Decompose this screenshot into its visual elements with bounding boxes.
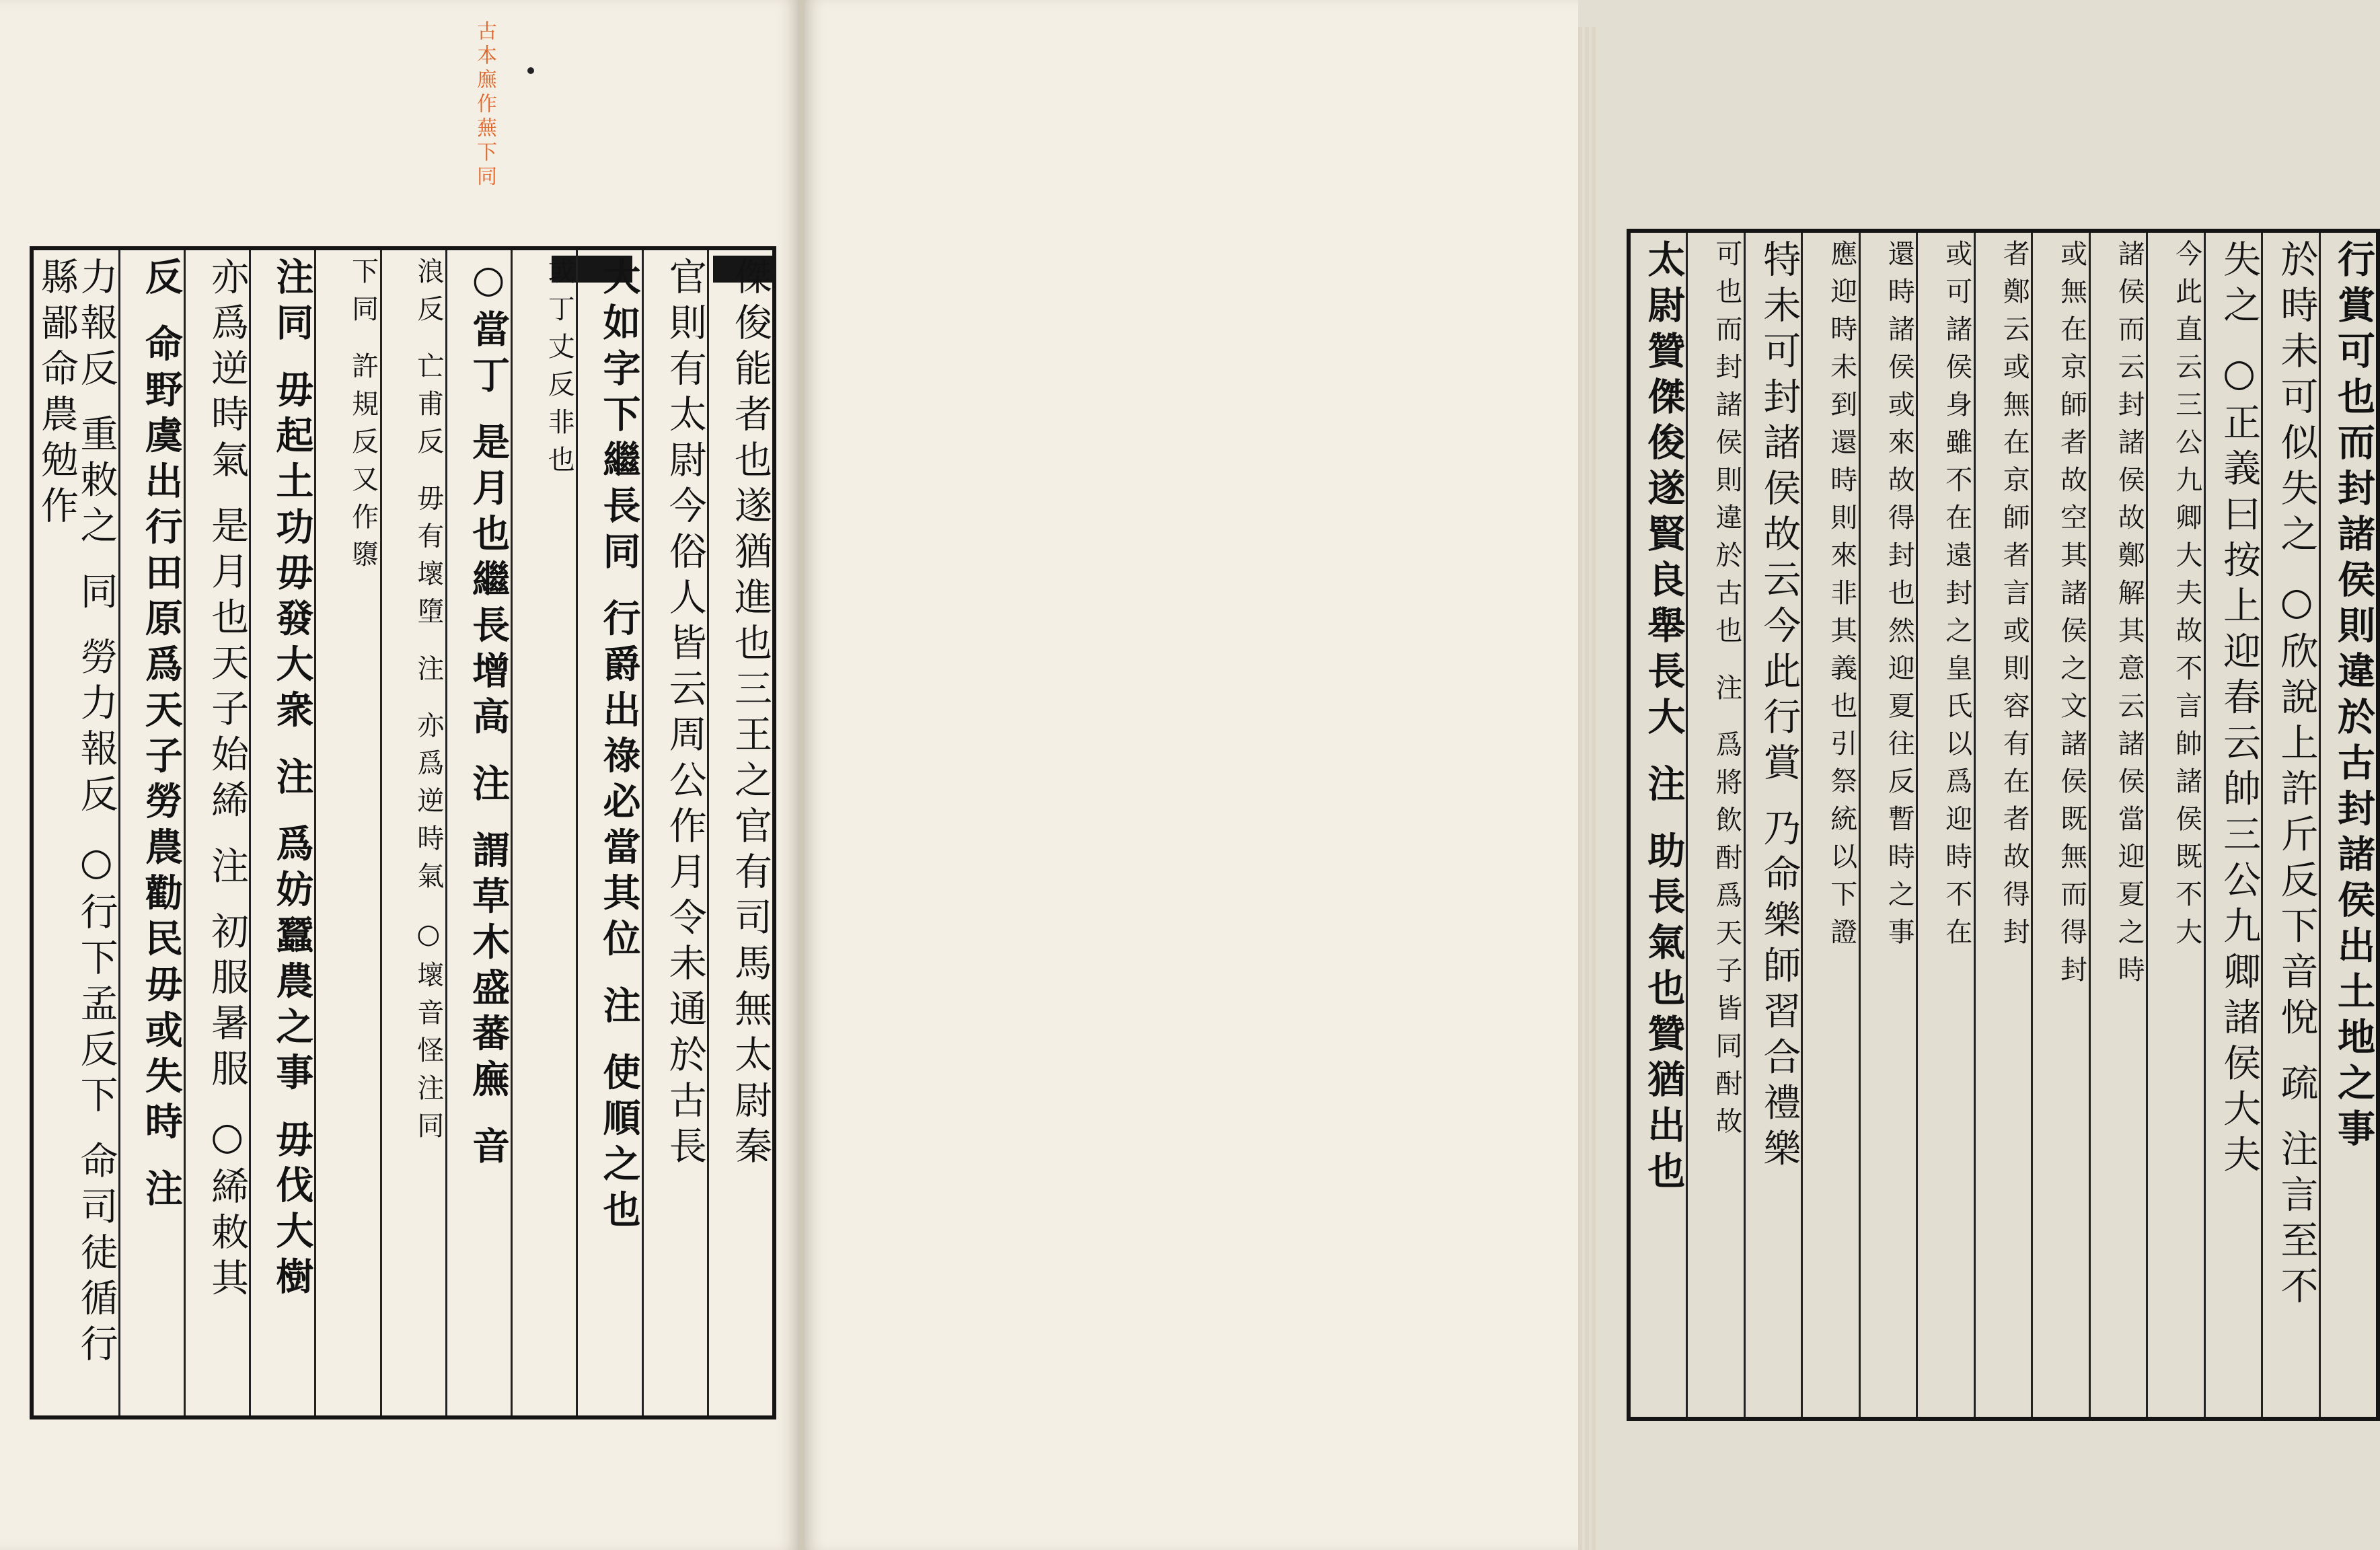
text-column: 或可諸侯身雖不在遠封之皇氏以爲迎時不在 [1916,233,1973,1417]
text-column: ○當丁 是月也繼長增高 注 謂草木盛蕃廡 音 [445,250,511,1415]
text-column: 或無在京師者故空其諸侯之文諸侯既無而得封 [2031,233,2088,1417]
text-column: 太尉贊傑俊遂賢良舉長大 注 助長氣也贊猶出也 [1641,239,1686,1197]
text-column: 諸侯而云封諸侯故鄭解其意云諸侯當迎夏之時 [2089,233,2146,1417]
right-page [805,0,2376,1550]
text-column: 特未可封諸侯故云今此行賞 乃命樂師習合禮樂 [1744,233,1801,1417]
text-column: 者鄭云或無在京師者言或則容有在者故得封 [1974,233,2031,1417]
text-column: 還時諸侯或來故得封也然迎夏往反暫時之事 [1859,233,1916,1417]
page-edge [1585,27,1589,1550]
text-column: 注同 毋起土功毋發大衆 注 爲妨蠶農之事 毋伐大樹 [249,250,314,1415]
text-column: 應迎時未到還時則來非其義也引祭統以下證 [1801,233,1858,1417]
margin-note: 古本廡作蕪下同 [473,20,496,190]
text-column: 可也而封諸侯則違於古也 注 爲將飲酎爲天子皆同酎故 [1686,233,1743,1417]
text-column: 浪反 亡甫反 毋有壞墮 注 亦爲逆時氣 ○壞音怪注同 [380,250,445,1415]
text-column: 傑俊能者也遂猶進也三王之官有司馬無太尉秦 [707,250,772,1415]
text-column: 力報反 重敕之 同 勞力報反 ○行下孟反下 命司徒循行縣鄙命農勉作 [34,257,118,1370]
right-text-block [1627,229,2380,1421]
left-page [0,0,798,1550]
text-column: 亦爲逆時氣 是月也天子始絺 注 初服暑服 ○絺敕其 [184,250,249,1415]
text-column: 行賞可也而封諸侯則違於古封諸侯出土地之事 [2319,233,2376,1417]
text-column: 大如字下繼長同 行爵出祿必當其位 注 使順之也 [576,250,641,1415]
text-column: 今此直云三公九卿大夫故不言帥諸侯既不大 [2146,233,2203,1417]
page-edge [1578,27,1582,1550]
text-column: 反 命野虞出行田原爲天子勞農勸民毋或失時 注 [118,250,184,1415]
left-text-block [30,246,776,1419]
page-edge [1592,27,1596,1550]
text-column: 失之 ○正義曰按上迎春云帥三公九卿諸侯大夫 [2204,233,2261,1417]
ink-spot [527,67,534,74]
book-gutter [798,0,805,1550]
text-column: 或丁丈反非也 [511,250,576,1415]
text-column: 官則有太尉今俗人皆云周公作月令未通於古長 [642,250,707,1415]
text-column: 下同 許規反又作隳 [314,250,379,1415]
text-column: 於時未可似失之 ○欣說上許斤反下音悅 疏 注言至不 [2261,233,2318,1417]
